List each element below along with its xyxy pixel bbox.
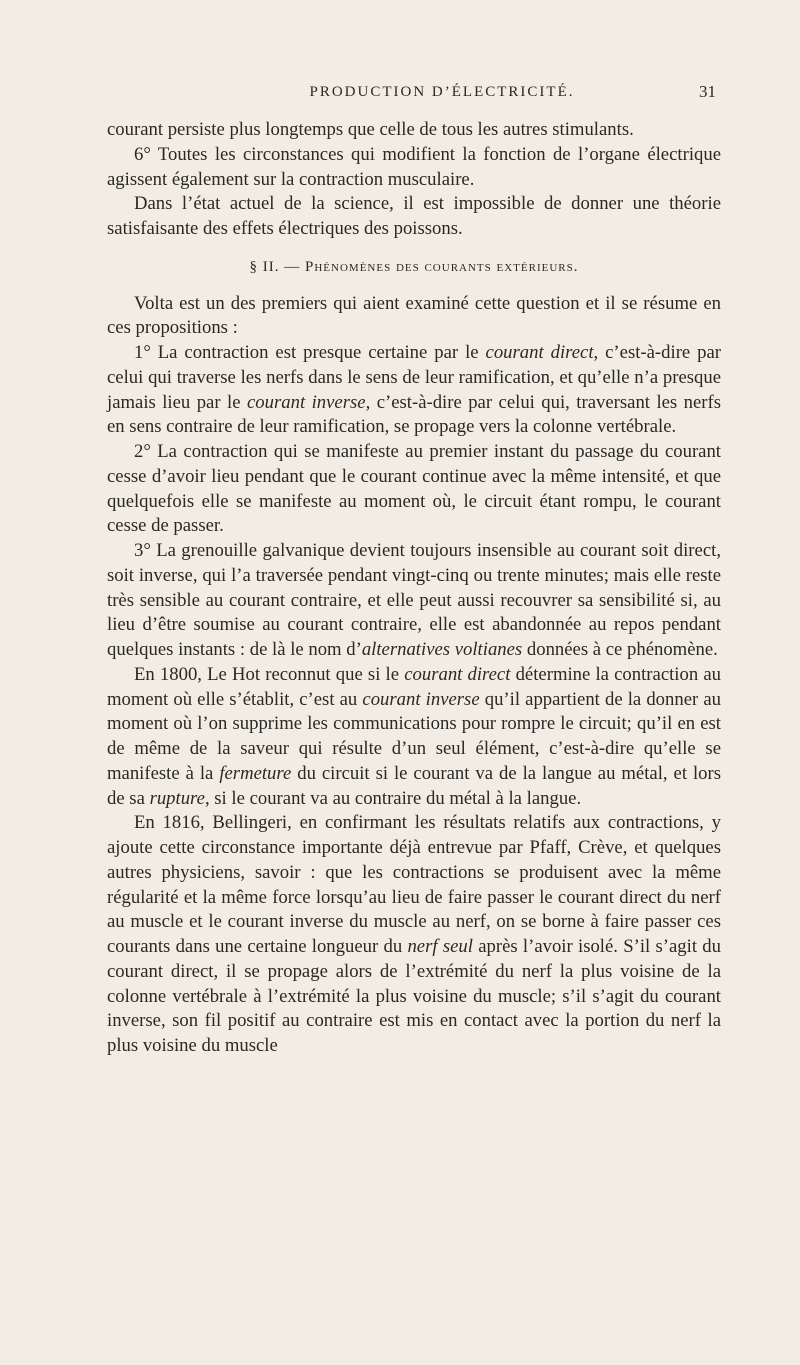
text-run: après l’avoir isolé. S’il s’agit du courant direct, il se propage alors de l’extrémité du nerf la plus voisine de la colonne vertébrale à l’extrémité la plus voisine du muscle; s’il s’agit du courant inverse, son fil positif au contraire est mis en contact avec la portion du nerf la plus voisine du muscle [107, 936, 721, 1056]
text-run: du circuit si le courant va de la langue au métal, et lors de sa [107, 762, 722, 809]
body-text [107, 118, 721, 1059]
italic-term: courant direct [485, 342, 594, 363]
paragraph-proposition-2: 2° La contraction qui se manifeste au premier instant du passage du courant cesse d’avoir lieu pendant que le courant continue avec la même intensité, et que quelquefois elle se manifeste au moment où, le circuit étant rompu, le courant cesse de passer. [107, 441, 721, 537]
text-run: En 1800, Le Hot reconnut que si le [134, 663, 400, 685]
italic-term: alternatives voltianes [361, 639, 523, 660]
section-heading [107, 255, 721, 280]
section-title: Phénomènes des courants extérieurs. [305, 258, 579, 275]
running-title: PRODUCTION D’ÉLECTRICITÉ. [309, 84, 575, 100]
paragraph-theory: Dans l’état actuel de la science, il est impossible de donner une théorie satisfaisante des effets électriques des poissons. [107, 193, 721, 239]
paragraph-volta: Volta est un des premiers qui aient examiné cette question et il se résume en ces propositions : [107, 292, 721, 339]
text-run: , si le courant va au contraire du métal à la langue. [204, 787, 582, 809]
paragraph-proposition-1 [107, 341, 721, 440]
text-run: En 1816, Bellingeri, en confirmant les résultats relatifs aux contractions, y ajoute cette circonstance importante déjà entrevue par Pfaff, Crève, et quelques autres physiciens, savoir : que les contractions se produisent avec la même régularité et la même force lorsqu’au lieu de faire passer le courant direct du nerf au muscle et le courant inverse du muscle au nerf, on se borne à faire passer ces courants dans une certaine longueur du [107, 812, 721, 957]
italic-term: rupture [149, 787, 205, 809]
running-head [0, 84, 800, 108]
paragraph-continuation: courant persiste plus longtemps que celle de tous les autres stimulants. [107, 119, 634, 140]
section-number: § II. — [249, 258, 301, 275]
italic-term: courant direct [404, 663, 511, 685]
text-run: , c’est-à-dire par celui qui, traversant les nerfs en sens contraire de leur ramification, se propage vers la colonne vertébrale. [107, 391, 722, 438]
paragraph-le-hot [107, 663, 721, 812]
text-run: données à ce phénomène. [522, 639, 718, 660]
paragraph-proposition-3 [107, 539, 721, 663]
italic-term: courant inverse [362, 688, 480, 710]
paragraph-bellingeri [107, 811, 721, 1059]
page-number: 31 [699, 82, 716, 101]
italic-term: courant inverse [247, 391, 366, 413]
paragraph-point-6: 6° Toutes les circonstances qui modifient la fonction de l’organe électrique agissent également sur la contraction musculaire. [107, 143, 721, 190]
italic-term: fermeture [219, 762, 292, 784]
text-run: qu’il appartient de la donner au moment où l’on supprime les communications pour rompre le circuit; qu’il en est de même de la saveur qui résulte d’un seul élément, c’est-à-dire qu’elle se manifeste à la [107, 688, 721, 784]
italic-term: nerf seul [407, 936, 473, 957]
text-run: détermine la contraction au moment où elle s’établit, c’est au [107, 663, 721, 710]
text-run: 1° La contraction est presque certaine par le [134, 342, 479, 363]
text-run: , c’est-à-dire par celui qui traverse les nerfs dans le sens de leur ramification, et qu’elle n’a presque jamais lieu par le [107, 342, 722, 413]
text-run: 3° La grenouille galvanique devient toujours insensible au courant soit direct, soit inverse, qui l’a traversée pendant vingt-cinq ou trente minutes; mais elle reste très sensible au courant contraire, et elle peut aussi recouvrer sa sensibilité si, au lieu d’être soumise au courant contraire, elle est abandonnée au repos pendant quelques instants : de là le nom d’ [107, 540, 721, 660]
